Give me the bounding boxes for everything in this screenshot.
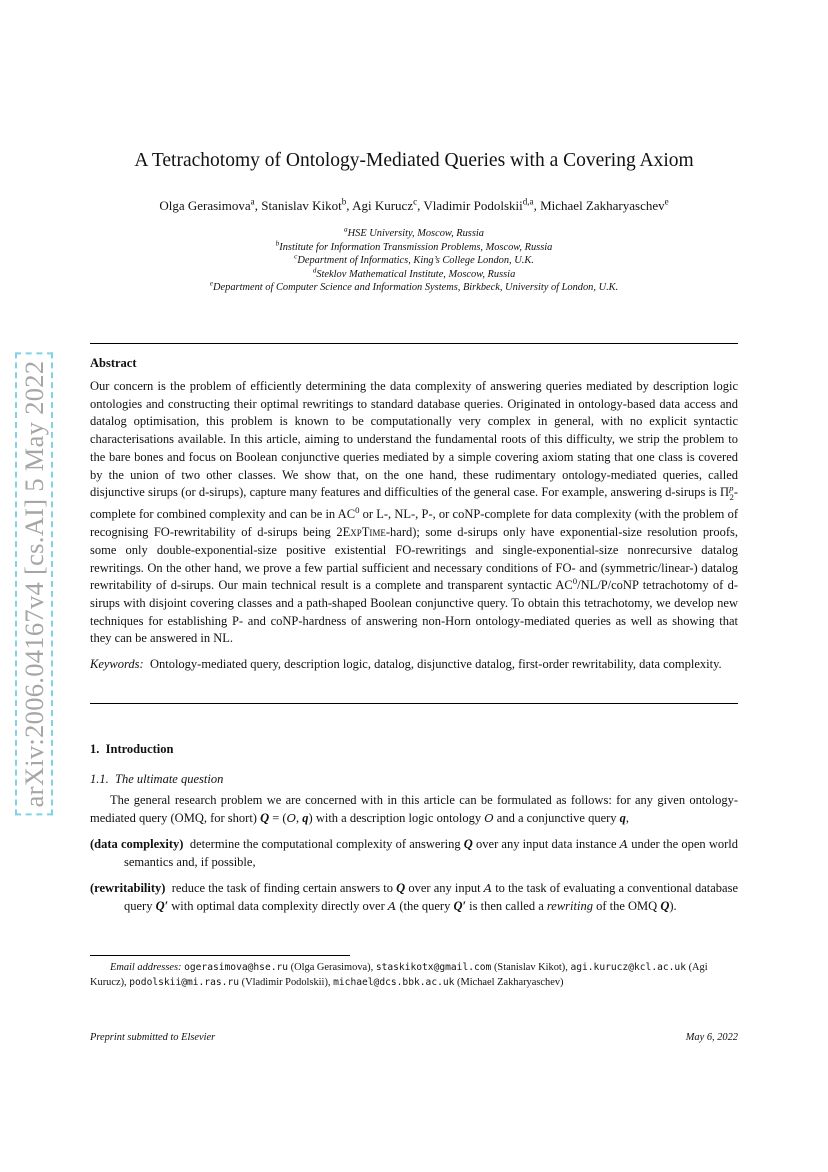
author: Vladimir Podolskii [423, 198, 523, 213]
preprint-note: Preprint submitted to Elsevier [90, 1032, 216, 1043]
author: Agi Kurucz [352, 198, 414, 213]
definition-data-complexity: (data complexity) determine the computational complexity of answering Q over any input data instance A under the open world semantics and, if possible, [90, 837, 738, 869]
author-list: Olga Gerasimova$^a$, Stanislav Kikot$^b$, Agi Kurucz$^c$, Vladimir Podolskii$^{d,a}$, Michael Zakharyaschev$^e$ [159, 196, 669, 213]
email-link[interactable]: michael@dcs.bbk.ac.uk [333, 977, 455, 988]
email-link[interactable]: staskikotx@gmail.com [375, 962, 492, 973]
subsection-heading: 1.1. The ultimate question [90, 772, 224, 786]
author-affil-mark: a [250, 196, 255, 207]
affiliation: $^a$HSE University, Moscow, Russia [344, 225, 484, 239]
preprint-date: May 6, 2022 [685, 1032, 738, 1043]
affiliation-list [0, 227, 828, 295]
section-heading: 1. Introduction [90, 742, 174, 756]
intro-paragraph: The general research problem we are concerned with in this article can be formulated as follows: for any given ontology-mediated query (OMQ, for short) Q = (O, q) with a description logic ontology O and a conjunctive query q, [90, 793, 738, 825]
keywords-text: Ontology-mediated query, description logic, datalog, disjunctive datalog, first-order rewritability, data complexity. [149, 657, 722, 671]
abstract-top-rule [90, 343, 738, 344]
affiliation: $^e$Department of Computer Science and Information Systems, Birkbeck, University of London, U.K. [209, 279, 619, 293]
definition-rewritability: (rewritability) reduce the task of finding certain answers to Q over any input A to the task of evaluating a conventional database query Q′ with optimal data complexity directly over A (the query Q′ is then called a rewriting of the OMQ Q). [90, 881, 738, 913]
footnote-emails: Email addresses: ogerasimova@hse.ru (Olga Gerasimova), staskikotx@gmail.com (Stanislav Kikot), agi.kurucz@kcl.ac.uk (Agi Kurucz), podolskii@mi.ras.ru (Vladimir Podolskii), michael@dcs.bbk.ac.uk (Michael Zakharyaschev) [90, 962, 708, 988]
author: Stanislav Kikot [261, 198, 342, 213]
email-link[interactable]: agi.kurucz@kcl.ac.uk [570, 962, 686, 973]
keywords [90, 656, 738, 674]
author: Olga Gerasimova [159, 198, 251, 213]
author-affil-mark: e [664, 196, 669, 207]
abstract-bottom-rule [90, 703, 738, 704]
affiliation: $^b$Institute for Information Transmission Problems, Moscow, Russia [275, 239, 553, 253]
affiliation: $^d$Steklov Mathematical Institute, Moscow, Russia [312, 266, 516, 280]
author-affil-mark: c [413, 196, 418, 207]
keywords-label: Keywords: [90, 657, 144, 671]
footnote-rule [90, 955, 350, 956]
affiliation: $^c$Department of Informatics, King’s College London, U.K. [294, 252, 534, 266]
paper-title: A Tetrachotomy of Ontology-Mediated Queries with a Covering Axiom [134, 150, 694, 171]
author: Michael Zakharyaschev [540, 198, 665, 213]
arxiv-sidebar [14, 336, 54, 832]
email-link[interactable]: ogerasimova@hse.ru [184, 962, 289, 973]
abstract-heading: Abstract [90, 356, 137, 370]
author-affil-mark: b [341, 196, 347, 207]
email-link[interactable]: podolskii@mi.ras.ru [129, 977, 239, 988]
author-affil-mark: d,a [522, 196, 534, 207]
abstract-text: Our concern is the problem of efficiently determining the data complexity of answering queries mediated by description logic ontologies and constructing their optimal rewritings to standard database queries. Originated in ontology-based data access and datalog optimisation, this problem is known to be computationally very complex in general, with no explicit syntactic characterisations available. In this article, aiming to understand the fundamental roots of this difficulty, we strip the problem to the bare bones and focus on Boolean conjunctive queries mediated by a simple covering axiom stating that one class is covered by the union of two other classes. We show that, on the one hand, these rudimentary ontology-mediated queries, called disjunctive sirups (or d-sirups), capture many features and difficulties of the general case. For example, answering d-sirups is $\Pi^p_2$-complete for combined complexity and can be in $AC^0$ or L-, NL-, P-, or coNP-complete for data complexity (with the problem of recognising FO-rewritability of d-sirups being 2ExpTime-hard); some d-sirups only have exponential-size resolution proofs, some only double-exponential-size positive existential FO-rewritings and single-exponential-size nonrecursive datalog rewritings. On the other hand, we prove a few partial sufficient and necessary conditions of FO- and (symmetric/linear-) datalog rewritability of d-sirups. Our main technical result is a complete and transparent syntactic $AC^0/NL/P$/coNP tetrachotomy of d-sirups with disjoint covering classes and a path-shaped Boolean conjunctive query. To obtain this tetrachotomy, we develop new techniques for establishing P- and coNP-hardness of answering non-Horn ontology-mediated queries as well as showing that they can be answered in NL. [90, 379, 739, 646]
arxiv-identifier: arXiv:2006.04167v4 [cs.AI] 5 May 2022 [15, 353, 53, 816]
